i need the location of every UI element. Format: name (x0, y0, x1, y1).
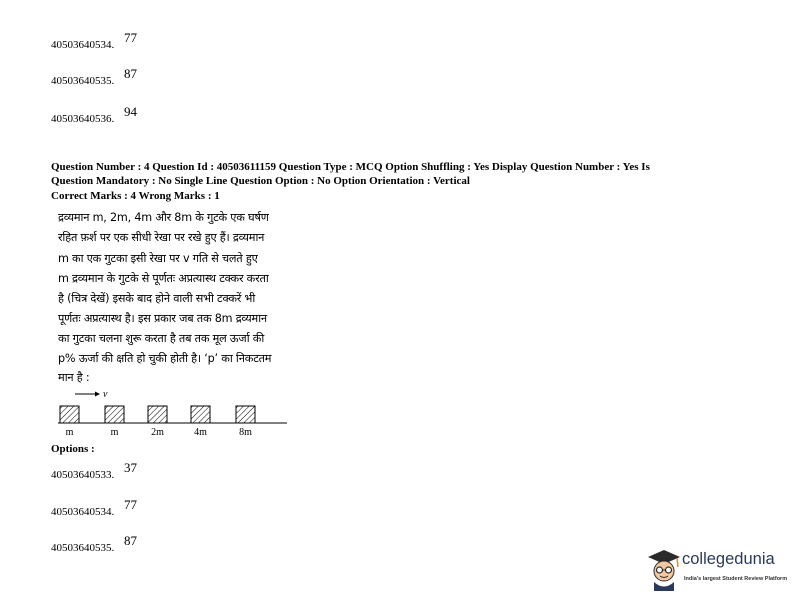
blocks-diagram (55, 385, 295, 440)
option-id: 40503640536. (51, 113, 115, 125)
option-value: 37 (124, 460, 137, 475)
collegedunia-logo (644, 547, 792, 595)
question-text-line: है (चित्र देखें) इसके बाद होने वाली सभी टक्करें भी (58, 292, 256, 305)
question-text-line: द्रव्यमान m, 2m, 4m और 8m के गुटके एक घर्षण (58, 211, 269, 224)
question-text-line: m द्रव्यमान के गुटके से पूर्णतः अप्रत्यास्थ टक्कर करता (58, 272, 269, 285)
question-meta-line-2: Question Mandatory : No Single Line Question Option : No Option Orientation : Vertical (51, 175, 470, 187)
logo-wordmark: collegedunia (682, 550, 775, 568)
question-meta-line-3: Correct Marks : 4 Wrong Marks : 1 (51, 190, 220, 202)
question-text-line: p% ऊर्जा की क्षति हो चुकी होती है। ‘p’ का निकटतम (58, 352, 272, 365)
block-2m (148, 406, 167, 423)
question-text-line: मान है : (58, 371, 90, 384)
block-m2 (105, 406, 124, 423)
question-text-line: पूर्णतः अप्रत्यास्थ है। इस प्रकार जब तक 8m द्रव्यमान (58, 312, 267, 325)
option-id: 40503640534. (51, 506, 115, 518)
question-text-line: का गुटका चलना शुरू करता है तब तक मूल ऊर्जा की (58, 332, 265, 345)
block-label: 8m (239, 427, 252, 438)
option-id: 40503640535. (51, 542, 115, 554)
option-value: 77 (124, 30, 137, 45)
block-4m (191, 406, 210, 423)
block-label: 4m (194, 427, 207, 438)
velocity-arrow-head (95, 392, 100, 397)
option-id: 40503640534. (51, 39, 115, 51)
options-heading: Options : (51, 443, 95, 455)
block-8m (236, 406, 255, 423)
option-id: 40503640533. (51, 469, 115, 481)
question-text-line: m का एक गुटका इसी रेखा पर v गति से चलते हुए (58, 252, 258, 265)
block-label: 2m (151, 427, 164, 438)
option-value: 94 (124, 104, 137, 119)
velocity-label: v (103, 389, 108, 400)
logo-tagline: India's largest Student Review Platform (684, 576, 788, 582)
question-text-line: रहित फ़र्श पर एक सीधी रेखा पर रखे हुए हैं। द्रव्यमान (58, 231, 265, 244)
mascot-icon (644, 547, 684, 591)
option-value: 87 (124, 66, 137, 81)
option-value: 87 (124, 533, 137, 548)
block-label: m (65, 427, 74, 438)
block-m1 (60, 406, 79, 423)
block-label: m (110, 427, 119, 438)
option-id: 40503640535. (51, 75, 115, 87)
option-value: 77 (124, 497, 137, 512)
question-meta-line-1: Question Number : 4 Question Id : 40503611159 Question Type : MCQ Option Shuffling : Yes Display Question Number : Yes Is (51, 161, 650, 173)
